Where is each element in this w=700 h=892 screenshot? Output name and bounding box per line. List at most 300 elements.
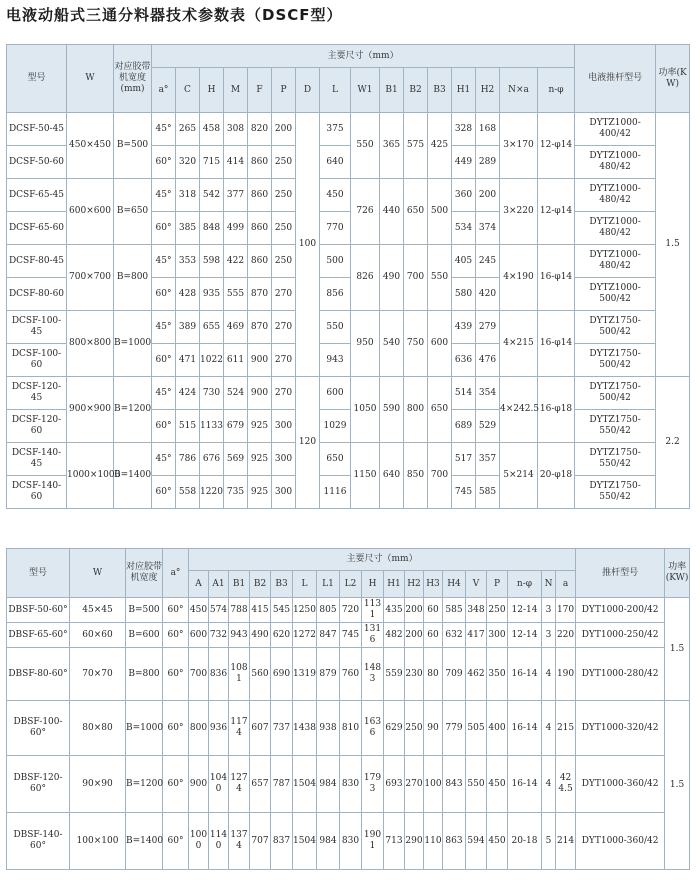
dscf-parameter-table [6,44,690,509]
page-title: 电液动船式三通分料器技术参数表（DSCF型） [6,6,343,24]
value-cell: 328 [452,113,476,146]
value-cell: 16-φ14 [538,311,575,377]
w-cell: 700×700 [67,245,114,311]
model-cell: DCSF-140-60 [7,476,67,509]
push-rod-cell: DYT1000-280/42 [576,648,665,701]
value-cell: 1174 [229,701,250,756]
value-cell: 1483 [362,648,384,701]
value-cell: 1050 [351,377,380,443]
value-cell: 374 [476,212,500,245]
value-cell: 499 [224,212,248,245]
value-cell: 60° [152,146,176,179]
value-cell: 1374 [229,813,250,870]
value-cell: 879 [317,648,340,701]
value-cell: 700 [404,245,428,311]
value-cell: 848 [200,212,224,245]
value-cell: 12-14 [508,623,542,648]
push-rod-cell: DYTZ1750-550/42 [575,443,656,476]
value-cell: 856 [320,278,351,311]
value-cell: 45° [152,245,176,278]
value-cell: 860 [248,212,272,245]
power-cell: 2.2 [656,377,690,509]
value-cell: 1316 [362,623,384,648]
value-cell: 450 [320,179,351,212]
header-power: 功率(KW) [665,549,690,598]
value-cell: 60° [163,623,189,648]
value-cell: 200 [272,113,296,146]
value-cell: 220 [556,623,576,648]
value-cell: 693 [384,756,405,813]
value-cell: 5 [542,813,556,870]
table-row [7,443,690,476]
value-cell: 3×170 [500,113,538,179]
value-cell: 60° [152,410,176,443]
dbsf-parameter-table [6,548,690,870]
value-cell: 318 [176,179,200,212]
value-cell: 90 [424,701,443,756]
value-cell: 490 [380,245,404,311]
value-cell: 1901 [362,813,384,870]
value-cell: 420 [476,278,500,311]
value-cell: 732 [209,623,229,648]
value-cell: 12-φ14 [538,113,575,179]
value-cell: 860 [248,179,272,212]
value-cell: 60° [163,648,189,701]
value-cell: 471 [176,344,200,377]
value-cell: 900 [189,756,209,813]
value-cell: 863 [443,813,466,870]
value-cell: 636 [452,344,476,377]
value-cell: 250 [487,598,508,623]
value-cell: 786 [176,443,200,476]
value-cell: 3 [542,623,556,648]
value-cell: 300 [272,476,296,509]
value-cell: 4×242.5 [500,377,538,443]
value-cell: 1793 [362,756,384,813]
header-col: a [556,571,576,598]
value-cell: 80×80 [70,701,126,756]
value-cell: 4 [542,701,556,756]
value-cell: 826 [351,245,380,311]
push-rod-cell: DYTZ1000-480/42 [575,212,656,245]
header-col: L2 [340,571,362,598]
push-rod-cell: DYT1000-360/42 [576,813,665,870]
value-cell: 984 [317,813,340,870]
value-cell: 847 [317,623,340,648]
model-cell: DBSF-100-60° [7,701,70,756]
value-cell: 500 [428,179,452,245]
header-col: L1 [317,571,340,598]
value-cell: 760 [340,648,362,701]
value-cell: 1131 [362,598,384,623]
value-cell: 524 [224,377,248,410]
value-cell: 16-14 [508,756,542,813]
value-cell: 640 [380,443,404,509]
value-cell: B=600 [126,623,163,648]
value-cell: 632 [443,623,466,648]
header-col: B3 [271,571,293,598]
value-cell: 650 [320,443,351,476]
header-w: W [70,549,126,598]
table-row [7,813,690,870]
value-cell: 279 [476,311,500,344]
value-cell: 800 [404,377,428,443]
value-cell: 517 [452,443,476,476]
value-cell: 575 [404,113,428,179]
value-cell: 424.5 [556,756,576,813]
belt-cell: B=650 [114,179,152,245]
value-cell: 550 [351,113,380,179]
value-cell: 540 [380,311,404,377]
value-cell: 422 [224,245,248,278]
value-cell: 357 [476,443,500,476]
header-col: V [466,571,487,598]
value-cell: 810 [340,701,362,756]
value-cell: 490 [250,623,271,648]
value-cell: 250 [272,179,296,212]
value-cell: 12-14 [508,598,542,623]
value-cell: B=800 [126,648,163,701]
header-col: B1 [229,571,250,598]
value-cell: 569 [224,443,248,476]
belt-cell: B=800 [114,245,152,311]
value-cell: 308 [224,113,248,146]
model-cell: DCSF-50-60 [7,146,67,179]
table-row [7,377,690,410]
value-cell: 1150 [351,443,380,509]
value-cell: 1022 [200,344,224,377]
header-col: M [224,68,248,113]
push-rod-cell: DYTZ1000-480/42 [575,146,656,179]
value-cell: 515 [176,410,200,443]
header-push-rod: 推杆型号 [576,549,665,598]
value-cell: 110 [424,813,443,870]
w-cell: 1000×1000 [67,443,114,509]
value-cell: 250 [405,701,424,756]
header-col: B2 [404,68,428,113]
value-cell: 300 [272,443,296,476]
value-cell: 1250 [293,598,317,623]
table-row [7,623,690,648]
push-rod-cell: DYTZ1750-500/42 [575,377,656,410]
value-cell: 5×214 [500,443,538,509]
header-main-dimensions: 主要尺寸（mm） [152,45,575,68]
value-cell: 469 [224,311,248,344]
value-cell: 620 [271,623,293,648]
value-cell: 3×220 [500,179,538,245]
d-cell: 120 [296,377,320,509]
value-cell: 16-14 [508,648,542,701]
header-col: H1 [384,571,405,598]
value-cell: 214 [556,813,576,870]
value-cell: 770 [320,212,351,245]
value-cell: 550 [428,245,452,311]
value-cell: 80 [424,648,443,701]
value-cell: 730 [200,377,224,410]
value-cell: 737 [271,701,293,756]
value-cell: 726 [351,179,380,245]
push-rod-cell: DYT1000-320/42 [576,701,665,756]
value-cell: 950 [351,311,380,377]
value-cell: 514 [452,377,476,410]
push-rod-cell: DYT1000-360/42 [576,756,665,813]
value-cell: 365 [380,113,404,179]
header-col: H2 [476,68,500,113]
value-cell: 16-14 [508,701,542,756]
model-cell: DCSF-140-45 [7,443,67,476]
value-cell: 4×190 [500,245,538,311]
header-col: A1 [209,571,229,598]
value-cell: 935 [200,278,224,311]
push-rod-cell: DYTZ1000-480/42 [575,245,656,278]
value-cell: 60° [152,278,176,311]
model-cell: DBSF-65-60° [7,623,70,648]
value-cell: 270 [272,377,296,410]
value-cell: 925 [248,410,272,443]
value-cell: 925 [248,443,272,476]
value-cell: 805 [317,598,340,623]
header-col: L [320,68,351,113]
value-cell: 925 [248,476,272,509]
value-cell: 449 [452,146,476,179]
push-rod-cell: DYTZ1000-500/42 [575,278,656,311]
value-cell: 375 [320,113,351,146]
table-row [7,598,690,623]
value-cell: 709 [443,648,466,701]
value-cell: 45° [152,443,176,476]
header-col: B3 [428,68,452,113]
value-cell: 555 [224,278,248,311]
value-cell: 529 [476,410,500,443]
value-cell: 415 [250,598,271,623]
value-cell: B=1000 [126,701,163,756]
value-cell: 20-18 [508,813,542,870]
header-col: P [272,68,296,113]
value-cell: 290 [405,813,424,870]
value-cell: 779 [443,701,466,756]
value-cell: 850 [404,443,428,509]
value-cell: 820 [248,113,272,146]
push-rod-cell: DYTZ1750-500/42 [575,311,656,344]
header-col: N [542,571,556,598]
header-belt-width: 对应胶带机宽度(mm) [114,45,152,113]
header-angle: a° [163,549,189,598]
value-cell: 450 [487,756,508,813]
value-cell: 1504 [293,756,317,813]
value-cell: 1272 [293,623,317,648]
value-cell: 4 [542,756,556,813]
value-cell: 900 [248,377,272,410]
push-rod-cell: DYTZ1750-550/42 [575,476,656,509]
value-cell: 936 [209,701,229,756]
table-row [7,311,690,344]
header-col: H [362,571,384,598]
value-cell: 550 [466,756,487,813]
model-cell: DCSF-65-45 [7,179,67,212]
value-cell: 607 [250,701,271,756]
header-col: L [293,571,317,598]
value-cell: 787 [271,756,293,813]
value-cell: 1029 [320,410,351,443]
value-cell: 689 [452,410,476,443]
value-cell: 60 [424,598,443,623]
table-row [7,756,690,813]
model-cell: DCSF-100-45 [7,311,67,344]
power-cell: 1.5 [665,598,690,701]
value-cell: 200 [405,623,424,648]
value-cell: 90×90 [70,756,126,813]
value-cell: 707 [250,813,271,870]
model-cell: DBSF-80-60° [7,648,70,701]
header-col: B2 [250,571,271,598]
value-cell: 611 [224,344,248,377]
header-col: C [176,68,200,113]
model-cell: DBSF-140-60° [7,813,70,870]
belt-cell: B=1400 [114,443,152,509]
value-cell: 428 [176,278,200,311]
value-cell: 230 [405,648,424,701]
value-cell: 45° [152,113,176,146]
d-cell: 100 [296,113,320,377]
value-cell: 476 [476,344,500,377]
value-cell: 45° [152,179,176,212]
value-cell: 1319 [293,648,317,701]
value-cell: 830 [340,813,362,870]
value-cell: 713 [384,813,405,870]
value-cell: 462 [466,648,487,701]
push-rod-cell: DYT1000-200/42 [576,598,665,623]
value-cell: 550 [320,311,351,344]
value-cell: 679 [224,410,248,443]
value-cell: 45° [152,311,176,344]
value-cell: 60° [152,344,176,377]
value-cell: 270 [405,756,424,813]
value-cell: 435 [384,598,405,623]
header-col: H2 [405,571,424,598]
value-cell: 1504 [293,813,317,870]
header-col: H4 [443,571,466,598]
value-cell: 598 [200,245,224,278]
value-cell: 585 [443,598,466,623]
value-cell: 320 [176,146,200,179]
value-cell: 585 [476,476,500,509]
value-cell: 943 [320,344,351,377]
value-cell: 715 [200,146,224,179]
header-col: N×a [500,68,538,113]
value-cell: 600 [320,377,351,410]
value-cell: 657 [250,756,271,813]
value-cell: 265 [176,113,200,146]
value-cell: 984 [317,756,340,813]
value-cell: 439 [452,311,476,344]
table-row [7,113,690,146]
value-cell: 629 [384,701,405,756]
value-cell: 353 [176,245,200,278]
value-cell: 45×45 [70,598,126,623]
belt-cell: B=500 [114,113,152,179]
value-cell: 720 [340,598,362,623]
value-cell: 60×60 [70,623,126,648]
value-cell: 100×100 [70,813,126,870]
value-cell: 745 [340,623,362,648]
value-cell: 170 [556,598,576,623]
value-cell: 735 [224,476,248,509]
model-cell: DCSF-120-45 [7,377,67,410]
value-cell: 505 [466,701,487,756]
value-cell: 60° [163,598,189,623]
value-cell: 700 [428,443,452,509]
value-cell: 60° [163,701,189,756]
value-cell: 200 [405,598,424,623]
w-cell: 800×800 [67,311,114,377]
value-cell: 215 [556,701,576,756]
value-cell: 417 [466,623,487,648]
value-cell: 424 [176,377,200,410]
header-col: F [248,68,272,113]
value-cell: 60° [163,813,189,870]
w-cell: 600×600 [67,179,114,245]
model-cell: DCSF-100-60 [7,344,67,377]
value-cell: 450 [487,813,508,870]
table-row [7,179,690,212]
value-cell: 542 [200,179,224,212]
header-col: A [189,571,209,598]
push-rod-cell: DYTZ1750-550/42 [575,410,656,443]
value-cell: 870 [248,311,272,344]
model-cell: DCSF-50-45 [7,113,67,146]
value-cell: 830 [340,756,362,813]
value-cell: 1274 [229,756,250,813]
value-cell: 700 [189,648,209,701]
value-cell: 1140 [209,813,229,870]
header-col: W1 [351,68,380,113]
value-cell: 425 [428,113,452,179]
value-cell: 70×70 [70,648,126,701]
value-cell: 558 [176,476,200,509]
value-cell: 190 [556,648,576,701]
value-cell: B=500 [126,598,163,623]
value-cell: 250 [272,212,296,245]
w-cell: 900×900 [67,377,114,443]
value-cell: 4×215 [500,311,538,377]
push-rod-cell: DYTZ1750-500/42 [575,344,656,377]
value-cell: 16-φ18 [538,377,575,443]
value-cell: 250 [272,245,296,278]
w-cell: 450×450 [67,113,114,179]
model-cell: DCSF-80-45 [7,245,67,278]
header-power: 功率(KW) [656,45,690,113]
header-col: B1 [380,68,404,113]
value-cell: 45° [152,377,176,410]
value-cell: 1116 [320,476,351,509]
value-cell: 16-φ14 [538,245,575,311]
value-cell: 676 [200,443,224,476]
value-cell: 1133 [200,410,224,443]
value-cell: 870 [248,278,272,311]
value-cell: 440 [380,179,404,245]
value-cell: 843 [443,756,466,813]
value-cell: 458 [200,113,224,146]
value-cell: 545 [271,598,293,623]
value-cell: 534 [452,212,476,245]
value-cell: 414 [224,146,248,179]
value-cell: 574 [209,598,229,623]
power-cell: 1.5 [665,701,690,870]
value-cell: 580 [452,278,476,311]
value-cell: 938 [317,701,340,756]
value-cell: 4 [542,648,556,701]
value-cell: 389 [176,311,200,344]
